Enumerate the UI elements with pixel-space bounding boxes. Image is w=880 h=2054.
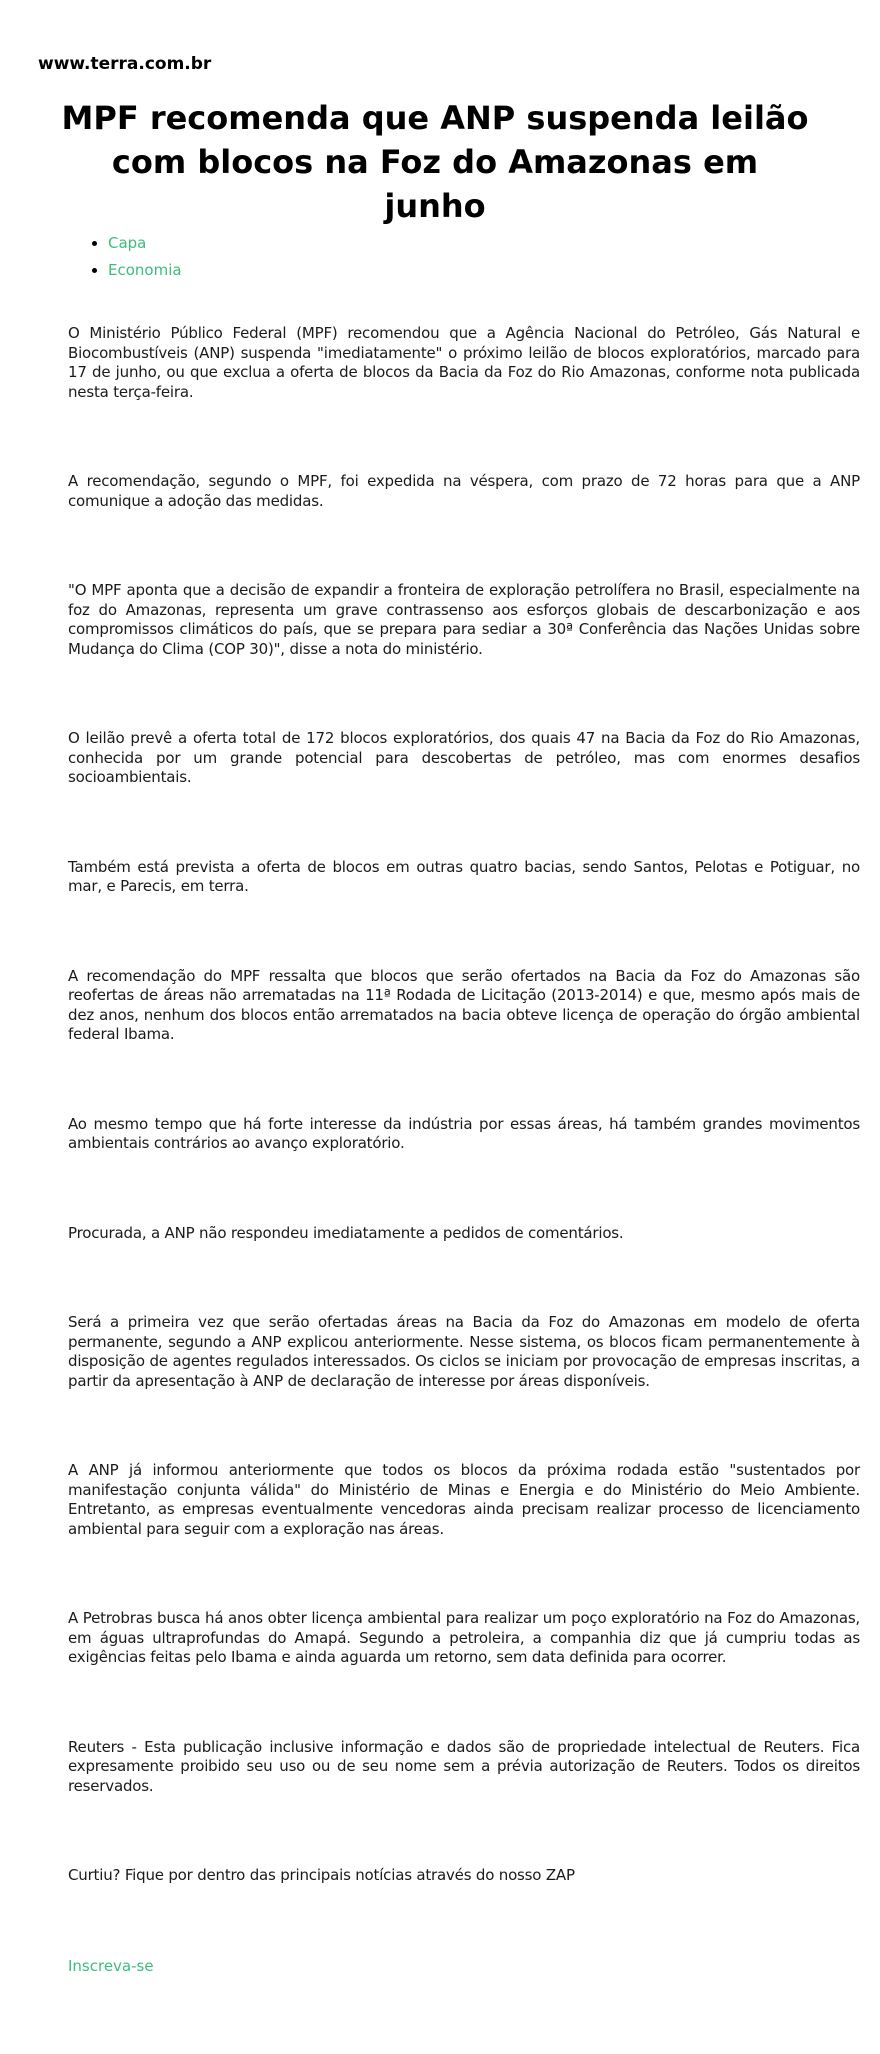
article-paragraph: A recomendação, segundo o MPF, foi expedida na véspera, com prazo de 72 horas para que a ANP comunique a adoção das medidas.	[68, 472, 860, 510]
breadcrumb-item	[108, 257, 182, 284]
zap-promo-text: Curtiu? Fique por dentro das principais notícias através do nosso ZAP	[68, 1866, 575, 1884]
breadcrumb	[68, 230, 182, 284]
breadcrumb-link-capa[interactable]: Capa	[108, 234, 147, 252]
breadcrumb-link-economia[interactable]: Economia	[108, 261, 182, 279]
breadcrumb-item	[108, 230, 182, 257]
article-paragraph: A ANP já informou anteriormente que todos os blocos da próxima rodada estão "sustentados por manifestação conjunta válida" do Ministério de Minas e Energia e do Ministério do Meio Ambiente. Entretanto, as empresas eventualmente vencedoras ainda precisam realizar processo de licenciamento ambiental para seguir com a exploração nas áreas.	[68, 1461, 860, 1538]
article-paragraph: O Ministério Público Federal (MPF) recomendou que a Agência Nacional do Petróleo, Gás Natural e Biocombustíveis (ANP) suspenda "imediatamente" o próximo leilão de blocos exploratórios, marcado para 17 de junho, ou que exclua a oferta de blocos da Bacia da Foz do Rio Amazonas, conforme nota publicada nesta terça-feira.	[68, 324, 860, 401]
article-paragraph: "O MPF aponta que a decisão de expandir a fronteira de exploração petrolífera no Brasil, especialmente na foz do Amazonas, representa um grave contrassenso aos esforços globais de descarbonização e aos compromissos climáticos do país, que se prepara para sediar a 30ª Conferência das Nações Unidas sobre Mudança do Clima (COP 30)", disse a nota do ministério.	[68, 581, 860, 658]
article-body	[68, 324, 860, 1976]
article-paragraph: Será a primeira vez que serão ofertadas áreas na Bacia da Foz do Amazonas em modelo de oferta permanente, segundo a ANP explicou anteriormente. Nesse sistema, os blocos ficam permanentemente à disposição de agentes regulados interessados. Os ciclos se iniciam por provocação de empresas inscritas, a partir da apresentação à ANP de declaração de interesse por áreas disponíveis.	[68, 1313, 860, 1390]
article-paragraph: A recomendação do MPF ressalta que blocos que serão ofertados na Bacia da Foz do Amazonas são reofertas de áreas não arrematadas na 11ª Rodada de Licitação (2013-2014) e que, mesmo após mais de dez anos, nenhum dos blocos então arrematados na bacia obteve licença de operação do órgão ambiental federal Ibama.	[68, 966, 860, 1043]
article-paragraph: Reuters - Esta publicação inclusive informação e dados são de propriedade intelectual de Reuters. Fica expresamente proibido seu uso ou de seu nome sem a prévia autorização de Reuters. Todos os direitos reservados.	[68, 1737, 860, 1795]
article-paragraph: O leilão prevê a oferta total de 172 blocos exploratórios, dos quais 47 na Bacia da Foz do Rio Amazonas, conhecida por um grande potencial para descobertas de petróleo, mas com enormes desafios socioambientais.	[68, 729, 860, 786]
site-name: www.terra.com.br	[38, 54, 212, 74]
article-paragraph: Também está prevista a oferta de blocos em outras quatro bacias, sendo Santos, Pelotas e Potiguar, no mar, e Parecis, em terra.	[68, 857, 860, 895]
article-paragraph: Ao mesmo tempo que há forte interesse da indústria por essas áreas, há também grandes movimentos ambientais contrários ao avanço exploratório.	[68, 1114, 860, 1152]
subscribe-link[interactable]: Inscreva-se	[68, 1956, 154, 1975]
article-paragraph: Procurada, a ANP não respondeu imediatamente a pedidos de comentários.	[68, 1223, 624, 1242]
article-paragraph: A Petrobras busca há anos obter licença ambiental para realizar um poço exploratório na Foz do Amazonas, em águas ultraprofundas do Amapá. Segundo a petroleira, a companhia diz que já cumpriu todas as exigências feitas pelo Ibama e ainda aguarda um retorno, sem data definida para ocorrer.	[68, 1609, 860, 1666]
article-title: MPF recomenda que ANP suspenda leilão com blocos na Foz do Amazonas em junho	[61, 99, 809, 225]
